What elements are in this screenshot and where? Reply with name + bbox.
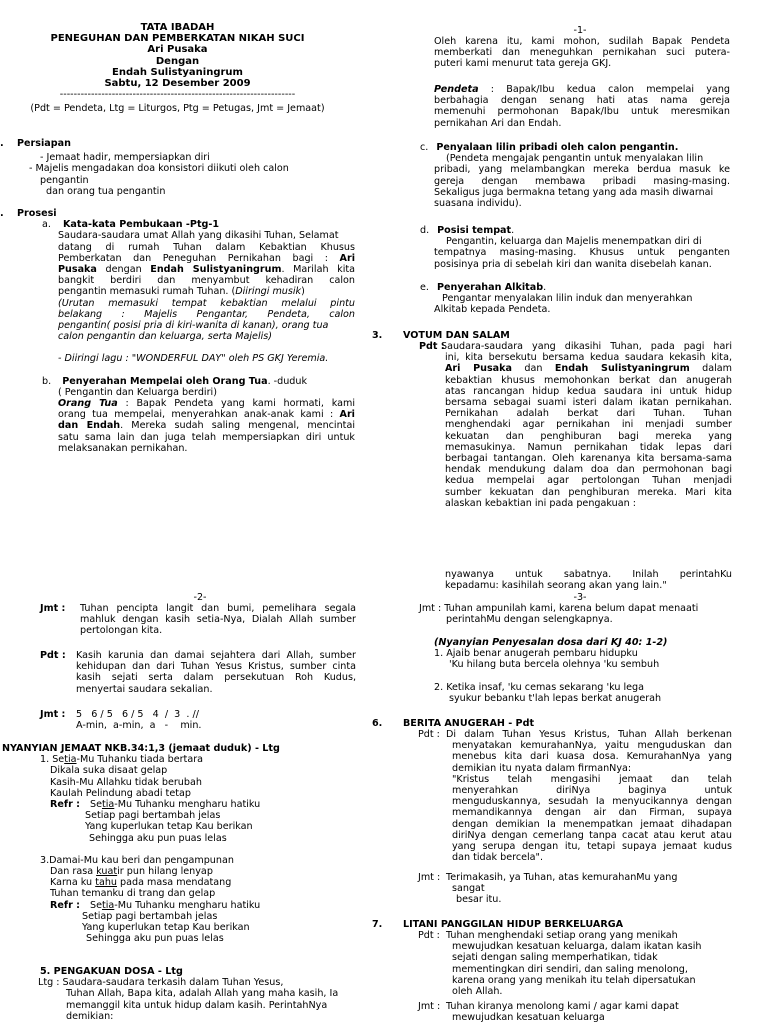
litani-line: Tuhan menghendaki setiap orang yang menikah [446,930,678,941]
response-line: besar itu. [456,894,502,906]
refrain-line: Yang kuperlukan tetap Kau berikan [82,922,250,934]
verse-line: 1. Setia-Mu Tuhanku tiada bertara [40,754,204,766]
persiapan-heading: . Persiapan [0,138,71,149]
votum-line: Ari Pusaka dan Endah Sulistyaningrum dalam [445,363,732,375]
votum-line: Saudara-saudara yang dikasihi Tuhan, pada pagi hari [441,341,732,352]
header-title [0,22,355,89]
commandment-cont [445,569,732,591]
a-line: belakang : Majelis Pengantar, Pendeta, calon [58,308,355,320]
groom-name: Ari Pusaka [147,44,208,56]
votum-line: sumber kekuatan dan penghiburan mereka. Mari kita [445,486,732,498]
pdt-line: kehidupan dan dari Tuhan Yesus Kristus, sumber cinta [76,661,356,673]
pdt-line: Kasih karunia dan damai sejahtera dari Allah, sumber [76,650,356,661]
kj-line: 'Ku hilang buta bercela olehnya 'ku sembuh [449,659,660,671]
pendeta-response [434,84,730,129]
response-line: Terimakasih, ya Tuhan, atas kemurahanMu yang [446,872,678,883]
section-pengakuan [40,966,356,1022]
item-e [420,282,730,316]
item-a-heading: a. Kata-kata Pembukaan -Ptg-1 [42,219,220,231]
response-line: mewujudkan kesatuan keluarga [452,1012,605,1024]
jmt-label: Jmt : [418,872,441,883]
litani-line: oleh Allah. [452,986,503,998]
verse-line: Dan rasa kuatir pun hilang lenyap [50,866,213,878]
votum-heading: 3. VOTUM DAN SALAM [372,330,510,341]
anugerah-line: menyatakan kemurahanNya, yaitu menguduskan dan [452,740,732,752]
kj-line: syukur bebanku t'lah lepas berkat anugerah [449,692,662,704]
anugerah-line: dan tidak bercela". [452,852,544,864]
verse-line: Tuhan temanku di trang dan gelap [50,888,216,900]
a-line: bangkit berdiri dan menyambut kehadiran calon [58,275,355,287]
jmt-line: perintahMu dengan selengkapnya. [446,614,613,626]
abbrev-legend: (Pdt = Pendeta, Ltg = Liturgos, Ptg = Petugas, Jmt = Jemaat) [30,103,325,115]
pengakuan-line: memanggil kita untuk hidup dalam kasih. PerintahNya [66,999,328,1011]
a-line: pengantin( posisi pria di kiri-wanita di kanan), orang tua [58,320,329,332]
b-line: dan Endah. Mereka sudah saling mengenal, mencintai [58,420,355,432]
item-d [420,225,730,270]
b-line: Orang Tua : Bapak Pendeta yang kami hormati, kami [58,398,355,410]
persiapan-line-2: - Majelis mengadakan doa konsistori diikuti oleh calon [29,163,289,175]
a-line: (Urutan memasuki tempat kebaktian melalui pintu [58,297,355,309]
intro-line: memberkati dan meneguhkan pernikahan suci putera- [434,47,730,59]
jmt-label: Jmt : [40,709,66,720]
votum-line: atas rancangan hidup kedua saudara ini untuk hidup [445,385,732,397]
litani-response [446,1001,732,1024]
section-berita-anugerah [372,718,732,906]
response-line: Tuhan kiranya menolong kami / agar kami dapat [446,1001,679,1012]
amin-music [76,709,201,731]
litani-text [446,930,732,998]
refrain-line: Refr : Setia-Mu Tuhanku mengharu hatiku [50,899,261,911]
pdt-label: Pdt : [419,341,445,352]
verse-line: 3.Damai-Mu kau beri dan pengampunan [40,854,234,866]
a-line: calon pengantin dan keluarga, serta Majelis) [58,331,273,343]
persiapan-line-4: dan orang tua pengantin [46,185,166,197]
pdt-line: menyertai saudara sekalian. [76,683,213,695]
b-line: melaksanakan pernikahan. [58,442,188,454]
anugerah-line: Di dalam Tuhan Yesus Kristus, Tuhan Allah berkenan [446,729,732,740]
page-number-3: -3- [573,592,587,603]
pendeta-line: berbahagia dengan senang hati atas nama gereja [434,95,730,107]
pengakuan-line: Ltg : Saudara-saudara terkasih dalam Tuhan Yesus, [38,977,284,989]
b-line: ( Pengantin dan Keluarga berdiri) [58,386,217,398]
item-d-body [420,236,730,270]
anugerah-line: menebus kita dari kuasa dosa. KemurahanNya yang [452,751,732,763]
intro-line: Oleh karena itu, kami mohon, sudilah Bapak Pendeta [434,36,730,47]
event-date: Sabtu, 12 Desember 2009 [104,78,251,90]
item-b-body [0,387,355,454]
refrain-line: Setiap pagi bertambah jelas [82,910,218,922]
anugerah-line: menguduskannya, sesudah Ia menyucikannya dengan [452,796,732,808]
anugerah-line: dengan demikian Ia menempatkan jemaat dihadapan [452,818,732,830]
refrain-line: Refr : Setia-Mu Tuhanku mengharu hatiku [50,799,261,811]
prosesi-heading: . Prosesi [0,208,57,219]
litani-line: mementingkan diri sendiri, dan saling menolong, [452,963,688,975]
votum-line: bersama sebagai suami isteri dalam ikatan pernikahan. [445,397,732,409]
page-number-2: -2- [193,592,207,603]
anugerah-line: memandikannya dengan air dan Firman, supaya [452,807,732,819]
refrain-line: Sehingga aku pun puas lelas [89,832,227,844]
anugerah-line: yang serupa dengan itu, tetapi supaya jemaat kudus [452,841,732,853]
anugerah-line: diriNya dengan cemerlang tanpa cacat atau kerut atau [452,829,732,841]
jmt-line: mahluk dengan kasih setia-Nya, Dialah Allah sumber [80,614,356,626]
a-line: Pusaka dengan Endah Sulistyaningrum. Marilah kita [58,264,356,276]
title-line-1: TATA IBADAH [140,22,215,33]
anugerah-response [446,872,732,906]
verse-line: Karna ku tahu pada masa mendatang [50,877,232,889]
litani-heading: 7. LITANI PANGGILAN HIDUP BERKELUARGA [372,919,624,930]
votum-line: kedua mempelai agar pertolongan Tuhan menjadi [445,475,732,487]
song-kj-40 [434,637,734,704]
item-c [420,142,730,209]
pdt-line: kasih sejati serta dalam persekutuan Roh Kudus, [76,672,356,684]
item-a-body [0,230,355,364]
votum-line: hendak mendukung dalam doa dan permohonan bagi [445,464,732,476]
kj-line: 1. Ajaib benar anugerah pembaru hidupku [434,648,638,660]
d-line: posisinya pria di sebelah kiri dan wanita disebelah kanan. [434,258,712,270]
pendeta-line: Pendeta : Bapak/Ibu kedua calon mempelai yang [434,84,730,95]
anugerah-line: menyerahkan diriNya baginya untuk [452,785,732,797]
votum-line: alaskan kebaktian ini pada pengakuan : [445,497,636,509]
pendeta-line: memenuhi permohonan Bapak/Ibu untuk meresmikan [434,106,730,118]
litani-line: sejati dengan saling memperhatikan, tidak [452,952,658,964]
c-line: gereja dengan membawa pribadi masing-masing. [434,175,730,187]
cont-line: nyawanya untuk sabatnya. Inilah perintahKu [445,569,732,580]
jmt-label: Jmt : [40,603,66,614]
cont-line: kepadamu: kasihilah seorang akan yang lain." [445,580,667,592]
votum-line: kekuatan dan penghiburan bagi mereka yang [445,430,732,442]
litani-line: mewujudkan kesatuan keluarga, dalam ikatan kasih [452,941,702,953]
title-line-2: PENEGUHAN DAN PEMBERKATAN NIKAH SUCI [50,33,305,45]
pengakuan-line: demikian: [66,1010,114,1022]
anugerah-heading: 6. BERITA ANUGERAH - Pdt [372,718,535,729]
song-nkb-34 [0,743,356,944]
e-line: Alkitab kepada Pendeta. [434,304,551,316]
amin-response [40,709,356,732]
song-verse-1 [0,754,356,844]
jmt-confession [419,603,732,625]
bride-name: Endah Sulistyaningrum [112,66,243,78]
intro-line: puteri kami menurut tata gereja GKJ. [434,58,612,70]
c-line: (Pendeta mengajak pengantin untuk menyalakan lilin [446,153,704,165]
d-line: Pengantin, keluarga dan Majelis menempatkan diri di [446,236,702,248]
kj-title: (Nyanyian Penyesalan dosa dari KJ 40: 1-2) [434,637,668,648]
amin-notes: 5 6 / 5 6 / 5 4 / 3 . // [76,709,199,720]
item-d-heading: d. Posisi tempat. [420,225,515,236]
verse-line: Dikala suka disaat gelap [50,765,168,777]
votum-line: kebaktian khusus memohonkan berkat dan anugerah [445,374,732,386]
dengan-label: Dengan [155,55,200,67]
refrain-line: Setiap pagi bertambah jelas [85,810,221,822]
section-litani [372,919,732,1024]
item-e-heading: e. Penyerahan Alkitab. [420,282,547,293]
a-line: datang di rumah Tuhan dalam Kebaktian Khusus [58,241,355,253]
section-votum [372,330,732,509]
jmt-line: pertolongan kita. [80,625,163,637]
b-line: orang tua mempelai, menyerahkan anak-anak kami : Ari [58,409,355,421]
item-e-body [420,293,730,315]
pengakuan-line: Tuhan Allah, Bapa kita, adalah Allah yang maha kasih, Ia [66,988,339,1000]
pdt-label: Pdt : [418,729,440,740]
c-line: pribadi, yang melambangkan mereka berdua masuk ke [434,164,730,176]
votum-line: menghendaki agar pernikahan ini menjadi sumber [445,419,732,431]
pdt-label: Pdt : [418,930,440,941]
item-b-heading: b. Penyerahan Mempelai oleh Orang Tua. -duduk [42,375,308,387]
votum-line: berbagai tantangan. Oleh karenanya kita bersama-sama [445,453,732,465]
a-line: - Diiringi lagu : "WONDERFUL DAY" oleh PS GKJ Yeremia. [58,353,329,365]
jmt-line: Jmt : Tuhan ampunilah kami, karena belum dapat menaati [419,603,699,614]
jmt-line: Tuhan pencipta langit dan bumi, pemelihara segala [80,603,356,614]
left-column [0,22,355,115]
anugerah-line: "Kristus telah mengasihi jemaat dan telah [452,773,732,785]
d-line: tempatnya masing-masing. Khusus untuk penganten [434,247,730,259]
votum-line: ini, kita bersekutu bersama kedua saudara kekasih kita, [445,352,732,364]
pdt-text [76,650,356,695]
anugerah-line: demikian itu nyata dalam firmanNya: [452,762,632,774]
amin-words: A-min, a-min, a - min. [76,720,202,732]
kj-line: 2. Ketika insaf, 'ku cemas sekarang 'ku lega [434,681,645,693]
a-line: Saudara-saudara umat Allah yang dikasihi Tuhan, Selamat [58,230,339,242]
parents-request-cont [434,36,730,70]
verse-line: Kasih-Mu Allahku tidak berubah [50,776,202,788]
response-line: sangat [452,883,485,895]
persiapan-line-1: - Jemaat hadir, mempersiapkan diri [40,152,210,164]
refrain-line: Yang kuperlukan tetap Kau berikan [85,821,253,833]
anugerah-text [446,729,732,864]
votum-line: memasukinya. Namun pernikahan tidak lepas dari [445,441,732,453]
pengakuan-title: 5. PENGAKUAN DOSA - Ltg [40,966,183,977]
jmt-label: Jmt : [418,1001,441,1012]
item-c-heading: c. Penyalaan lilin pribadi oleh calon pengantin. [420,142,679,153]
page-number-1: -1- [573,25,587,36]
persiapan-line-3: pengantin [40,174,89,186]
votum-text [441,341,732,509]
pendeta-line: pernikahan Ari dan Endah. [434,117,562,129]
c-line: Sekaligus juga bermakna tetang yang ada masih diwarnai [434,186,714,198]
pdt-greeting [40,650,356,695]
a-line: Pemberkatan dan Peneguhan Pernikahan bagi : Ari [58,252,355,264]
song-title: NYANYIAN JEMAAT NKB.34:1,3 (jemaat duduk) - Ltg [2,743,280,754]
item-c-body [420,153,730,209]
song-verse-3 [0,855,356,945]
a-line: pengantin memasuki rumah Tuhan. (Diiringi musik) [58,286,305,298]
refrain-line: Sehingga aku pun puas lelas [86,933,224,945]
b-line: satu sama lain dan juga telah mempersiapkan diri untuk [58,431,355,443]
section-persiapan [0,138,355,197]
verse-line: Kaulah Pelindung abadi tetap [50,787,191,799]
votum-line: Pernikahan adalah berkat dari Tuhan. Tuhan [445,408,732,420]
jmt-text [80,603,356,637]
e-line: Pengantar menyalakan lilin induk dan menyerahkan [442,293,693,305]
litani-line: karena orang yang menikah itu telah dipersatukan [452,974,696,986]
header-rule: -------------------------------------------------------------------- [59,89,296,101]
jmt-response-1 [40,603,356,637]
c-line: suasana individu). [434,198,522,210]
section-prosesi [0,208,355,454]
pdt-label: Pdt : [40,650,66,661]
